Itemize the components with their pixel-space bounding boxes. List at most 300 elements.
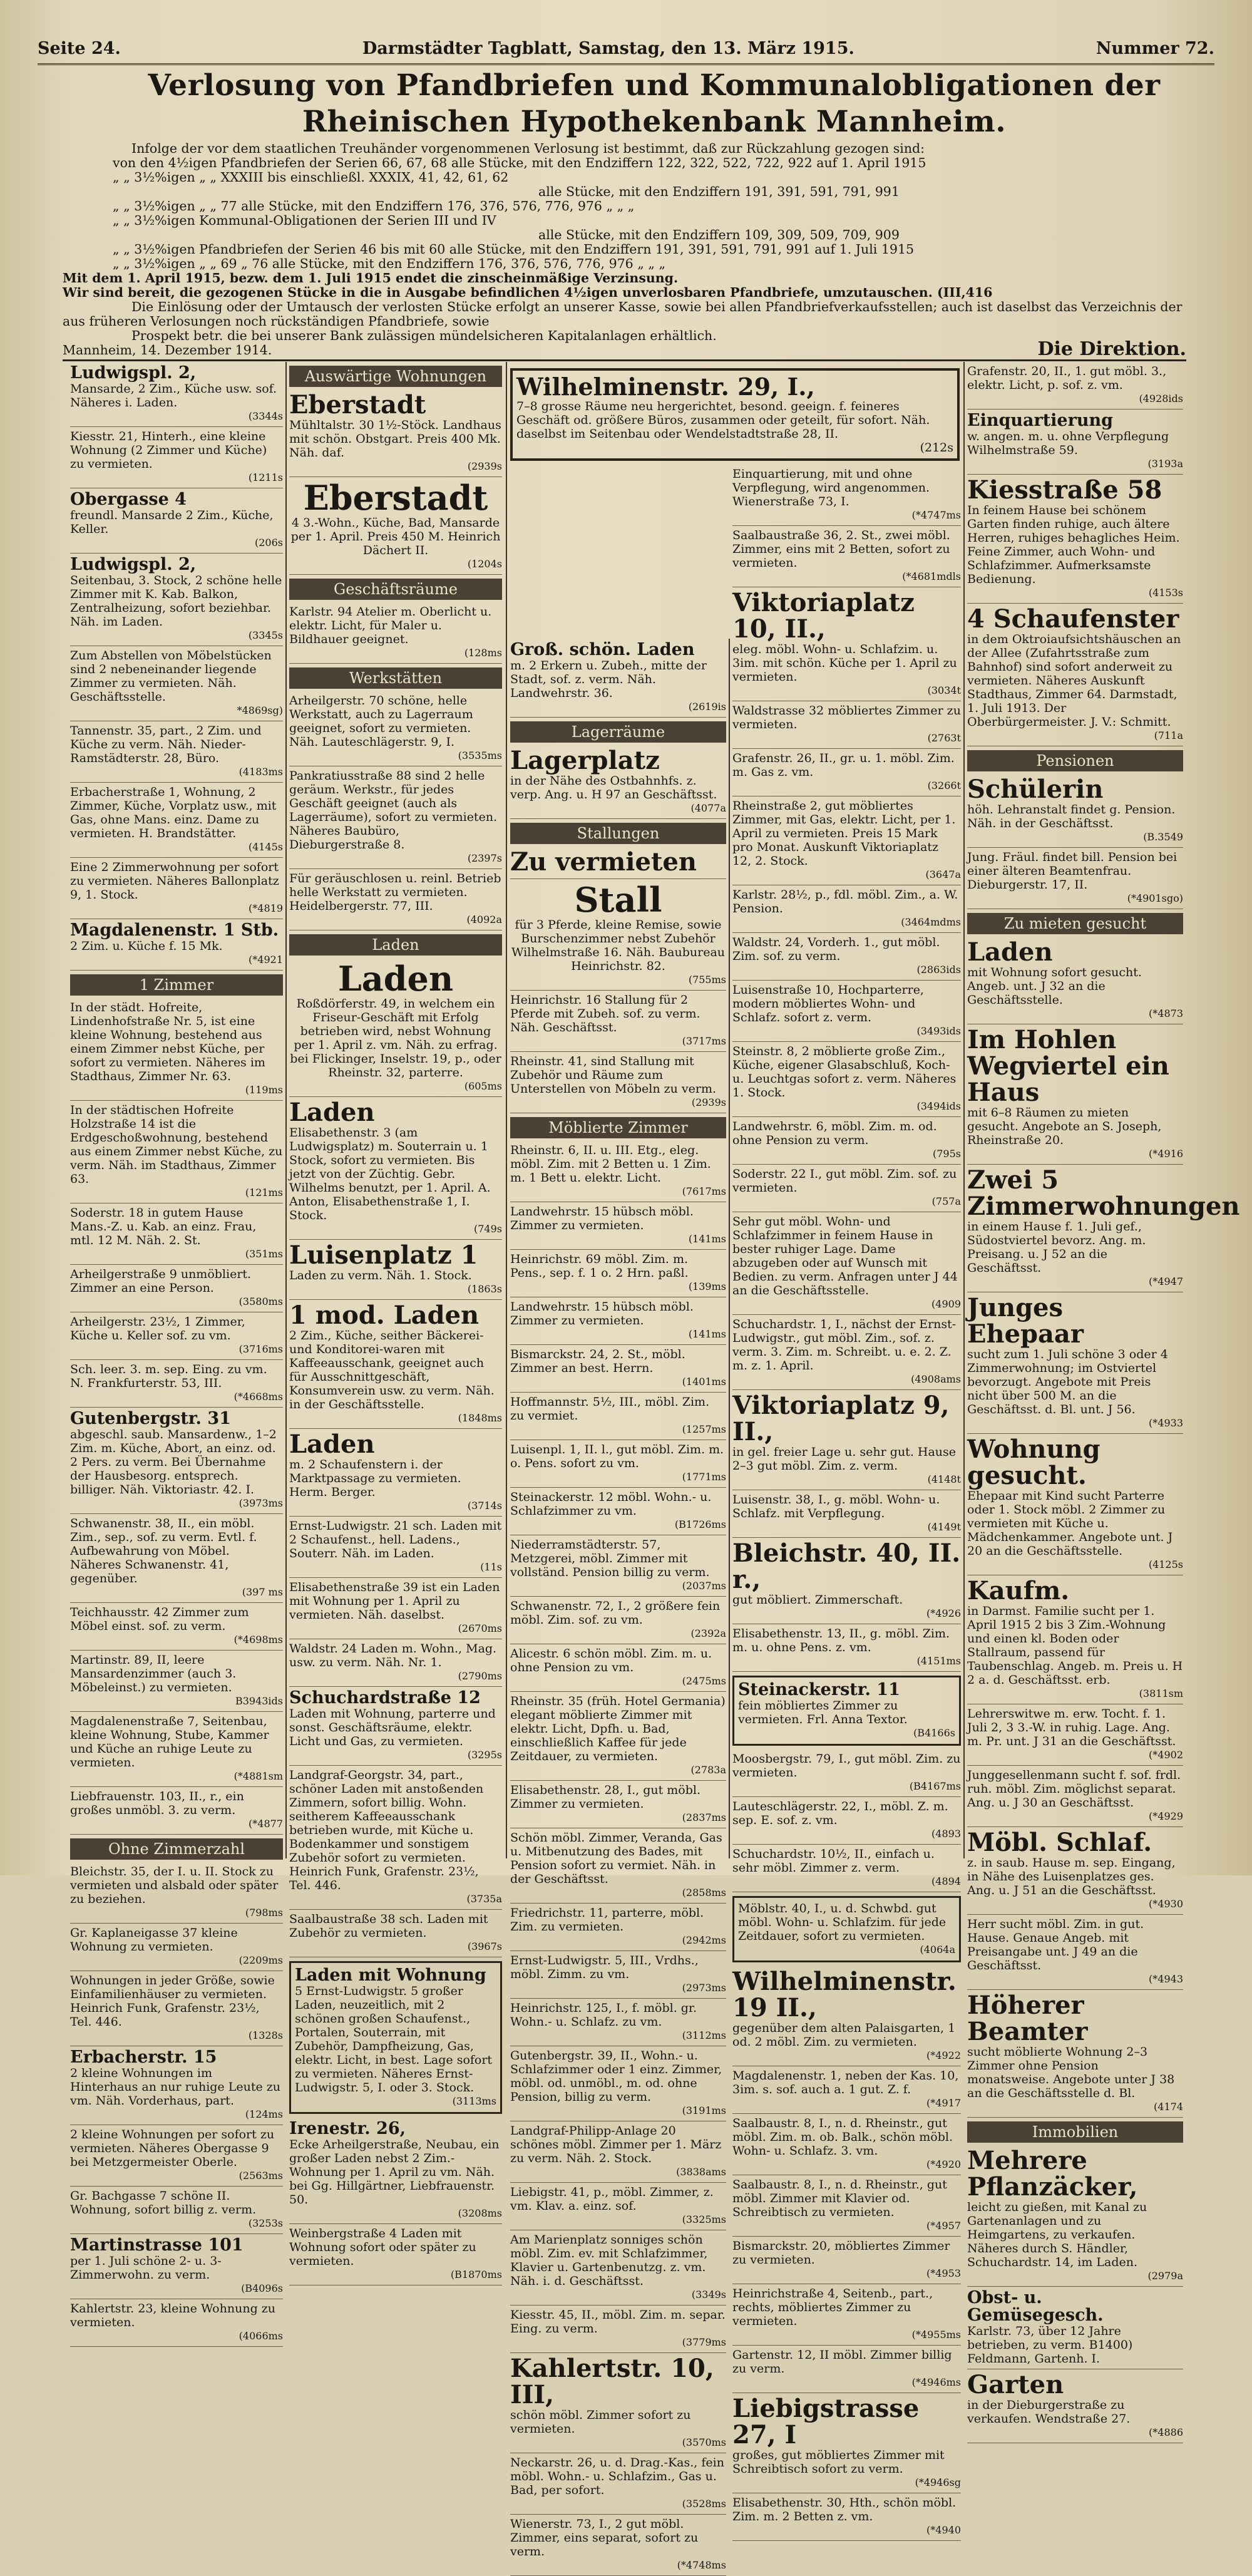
ad-text: Rheinstr. 6, II. u. III. Etg., eleg. möbl. Zim. mit 2 Betten u. 1 Zim. m. 1 Bett u. elektr. Licht. (510, 1143, 711, 1185)
ad-reference-code: (B4096s (241, 2282, 283, 2294)
classified-ad (510, 2353, 726, 2453)
classified-ad (70, 2187, 283, 2234)
ad-reference-code: (3193a (1147, 458, 1183, 470)
column-divider (506, 362, 507, 1858)
ad-text: Ernst-Ludwigstr. 21 sch. Laden mit 2 Schaufenst., hell. Ladens., Souterr. Näh. im Laden. (289, 1519, 502, 1560)
ad-reference-code: (2475ms (682, 1675, 726, 1687)
ad-headline: Stall (574, 880, 662, 920)
ad-text: Ecke Arheilgerstraße, Neubau, ein großer Laden nebst 2 Zim.-Wohnung per 1. April zu vm. Näh. bei Gg. Hillgärtner, Liebfrauenstr. 50. (289, 2138, 500, 2207)
classified-ad (967, 848, 1183, 909)
ad-text: Martinstr. 89, II, leere Mansardenzimmer (auch 3. Möbeleinst.) zu vermieten. (70, 1653, 237, 1694)
ad-headline: Laden (337, 959, 454, 999)
ad-text: Sehr gut möbl. Wohn- und Schlafzimmer in feinem Hause in bester ruhiger Lage. Dame abzugeben oder auf Wunsch mit Bedien. zu verm. Anfragen unter J 44 an die Geschäftsstelle. (732, 1215, 958, 1297)
ad-reference-code: (2763t (927, 732, 961, 744)
classified-ad (510, 2453, 726, 2515)
section-heading: Pensionen (967, 750, 1183, 771)
ad-text: in gel. freier Lage u. sehr gut. Hause 2–3 gut möbl. Zim. z. verm. (732, 1445, 957, 1473)
ad-headline: Laden (289, 1098, 375, 1127)
classified-ad (732, 1390, 961, 1490)
section-heading: Laden (289, 934, 502, 956)
ad-text: Eine 2 Zimmerwohnung per sofort zu vermieten. Näheres Ballonplatz 9, 1. Stock. (70, 860, 279, 902)
ad-text: Luisenstr. 38, I., g. möbl. Wohn- u. Schlafz. mit Verpflegung. (732, 1493, 940, 1520)
ad-text: Lehrerswitwe m. erw. Tocht. f. 1. Juli 2, 3 3.-W. in ruhig. Lage. Ang. m. Pr. unt. J 31 an die Geschäftsst. (967, 1707, 1176, 1748)
ad-reference-code: (3535ms (458, 750, 502, 761)
classified-ad (510, 1828, 726, 1904)
ad-reference-code: (2973ms (682, 1982, 726, 1994)
ad-reference-code: (1848ms (458, 1412, 502, 1424)
ad-text: Luisenpl. 1, II. l., gut möbl. Zim. m. o. Pens. sofort zu vm. (510, 1443, 724, 1470)
ad-reference-code: (124ms (245, 2108, 283, 2120)
classified-ad (967, 937, 1183, 1024)
ad-text: Gartenstr. 12, II möbl. Zimmer billig zu verm. (732, 2348, 952, 2376)
ad-reference-code: (3570ms (682, 2436, 726, 2448)
ad-reference-code: *4869sg) (237, 704, 283, 716)
classified-ad (510, 1202, 726, 1250)
section-heading: Immobilien (967, 2121, 1183, 2143)
ad-headline: Mehrere Pflanzäcker, (967, 2146, 1138, 2202)
classified-column-3b (732, 465, 961, 2536)
ad-reference-code: (4894 (931, 1875, 961, 1887)
notice-line: aus früheren Verlosungen noch rückständigen Pfandbriefe, sowie (63, 314, 490, 329)
classified-ad (732, 1315, 961, 1390)
ad-reference-code: (4908ams (911, 1373, 961, 1385)
section-heading: Stallungen (510, 823, 726, 844)
ad-reference-code: (139ms (688, 1280, 726, 1292)
classified-ad (732, 1797, 961, 1845)
ad-text: mit Wohnung sofort gesucht. Angeb. unt. J 32 an die Geschäftsstelle. (967, 966, 1142, 1007)
classified-ad (70, 1101, 283, 1203)
ad-text: Alicestr. 6 schön möbl. Zim. m. u. ohne Pension zu vm. (510, 1647, 712, 1674)
ad-reference-code: (*4698ms (233, 1634, 283, 1646)
classified-ad (732, 796, 961, 885)
classified-ad (732, 2237, 961, 2284)
ad-text: m. 2 Schaufenstern i. der Marktpassage zu vermieten. Herm. Berger. (289, 1458, 461, 1499)
ad-text: Kiesstr. 45, II., möbl. Zim. m. separ. Eing. zu verm. (510, 2308, 726, 2336)
ad-reference-code: (3295s (467, 1749, 502, 1761)
ad-text: für 3 Pferde, kleine Remise, sowie Burschenzimmer nebst Zubehör Wilhelmstraße 16. Näh. Baubureau Heinrichstr. 82. (511, 918, 726, 973)
ad-text: 2 kleine Wohnungen im Hinterhaus an nur ruhige Leute zu vm. Näh. Vorderhaus, part. (70, 2066, 280, 2108)
ad-reference-code: (798ms (245, 1907, 283, 1919)
ad-text: 4 3.-Wohn., Küche, Bad, Mansarde per 1. April. Preis 450 M. Heinrich Dächert II. (290, 516, 501, 557)
classified-ad (510, 745, 726, 819)
classified-ad (732, 2284, 961, 2346)
classified-ad (510, 1644, 726, 1692)
ad-reference-code: (4893 (931, 1828, 961, 1840)
ad-reference-code: (795s (933, 1148, 961, 1160)
ad-reference-code: (3493ids (916, 1025, 961, 1037)
classified-ad (732, 2493, 961, 2541)
ad-text: Seitenbau, 3. Stock, 2 schöne helle Zimmer mit K. Kab. Balkon, Zentralheizung, sofort beziehbar. Näh. im Laden. (70, 574, 282, 629)
classified-ad (289, 1517, 502, 1578)
classified-ad (70, 1712, 283, 1787)
ad-reference-code: (4092a (466, 914, 502, 925)
ad-text: Liebfrauenstr. 103, II., r., ein großes unmöbl. 3. zu verm. (70, 1790, 244, 1817)
ad-reference-code: (*4881sm (233, 1770, 283, 1782)
classified-ad (967, 1575, 1183, 1704)
classified-ad (510, 1250, 726, 1297)
ad-text: Elisabethenstr. 28, I., gut möbl. Zimmer zu vermieten. (510, 1783, 701, 1811)
classified-ad (70, 2046, 283, 2125)
ad-reference-code: (3113ms (452, 2095, 496, 2107)
ad-reference-code: (*4922 (926, 2049, 961, 2061)
ad-headline: Wilhelminenstr. 19 II., (732, 1967, 957, 2022)
ad-text: Luisenstraße 10, Hochparterre, modern möbliertes Wohn- und Schlafz. sofort z. verm. (732, 983, 924, 1024)
classified-ad (289, 389, 502, 477)
ad-headline: Lagerplatz (510, 746, 660, 775)
ad-reference-code: (*4681mdls (902, 570, 961, 582)
ad-text: mit 6–8 Räumen zu mieten gesucht. Angebote an S. Joseph, Rheinstraße 20. (967, 1106, 1162, 1147)
featured-ad-title: Wilhelminenstr. 29, I., (516, 373, 815, 401)
ad-reference-code: (2863ids (916, 964, 961, 976)
classified-ad (510, 2121, 726, 2183)
ad-text: In der städtischen Hofreite Holzstraße 14 ist die Erdgeschoßwohnung, bestehend aus einem Zimmer nebst Küche, zu verm. Näh. im Stadthaus, Zimmer 63. (70, 1103, 283, 1186)
ad-text: Laden zu verm. Näh. 1. Stock. (289, 1269, 472, 1282)
ad-reference-code: (B4167ms (909, 1780, 961, 1792)
section-divider (63, 359, 1186, 361)
classified-ad (732, 1212, 961, 1315)
ad-headline: Gutenbergstr. 31 (70, 1409, 231, 1428)
classified-ad (289, 1097, 502, 1240)
ad-reference-code: (*4901sgo) (1127, 892, 1183, 904)
classified-ad (732, 1490, 961, 1538)
ad-text: Landwehrstr. 6, möbl. Zim. m. od. ohne Pension zu verm. (732, 1120, 937, 1147)
classified-ad (289, 1910, 502, 1957)
classified-column-2 (289, 362, 502, 2280)
ad-text: Gutenbergstr. 39, II., Wohn.- u. Schlafzimmer oder 1 einz. Zimmer, möbl. od. unmöbl., m. od. ohne Pension, billig zu verm. (510, 2049, 722, 2104)
ad-reference-code: (*4886 (1149, 2426, 1183, 2438)
ad-reference-code: (*4929 (1149, 1810, 1183, 1822)
ad-reference-code: (*4877 (249, 1818, 283, 1830)
ad-reference-code: (4145s (248, 841, 283, 853)
section-heading: Werkstätten (289, 667, 502, 689)
classified-ad (70, 1312, 283, 1360)
classified-ad (510, 2230, 726, 2306)
ad-text: Für geräuschlosen u. reinl. Betrieb helle Werkstatt zu vermieten. Heidelbergerstr. 77, III. (289, 872, 501, 913)
classified-ad (510, 847, 726, 879)
ad-text: Karlstr. 94 Atelier m. Oberlicht u. elektr. Licht, für Maler u. Bildhauer geeignet. (289, 605, 492, 646)
ad-reference-code: (206s (255, 537, 283, 549)
ad-text: Schwanenstr. 38, II., ein möbl. Zim., sep., sof. zu verm. Evtl. f. Aufbewahrung von Möbel. Näheres Schwanenstr. 41, gegenüber. (70, 1517, 257, 1585)
classified-ad (732, 1538, 961, 1624)
ad-reference-code: (4153s (1148, 587, 1183, 599)
ad-text: Schwanenstr. 72, I., 2 größere fein möbl. Zim. sof. zu vm. (510, 1599, 721, 1627)
ad-text: Jung. Fräul. findet bill. Pension bei einer älteren Beamtenfrau. Dieburgerstr. 17, II. (967, 850, 1178, 892)
ad-reference-code: (2783a (690, 1764, 726, 1776)
ad-reference-code: (1257ms (682, 1423, 726, 1435)
ad-text: Wohnungen in jeder Größe, sowie Einfamilienhäuser zu vermieten. Heinrich Funk, Grafenstr. 23½, Tel. 446. (70, 1974, 275, 2029)
classified-ad (289, 1687, 502, 1766)
ad-reference-code: (*4747ms (911, 509, 961, 521)
ad-reference-code: (3464mdms (901, 916, 961, 928)
ad-headline: Laden (289, 1430, 375, 1459)
classified-column-4 (967, 362, 1240, 2438)
page-number: Seite 24. (38, 39, 121, 58)
ad-text: Weinbergstraße 4 Laden mit Wohnung sofort oder später zu vermieten. (289, 2227, 476, 2268)
section-heading: 1 Zimmer (70, 974, 283, 996)
ad-reference-code: (4909 (931, 1298, 961, 1310)
ad-text: Gr. Bachgasse 7 schöne II. Wohnung, sofort billig z. verm. (70, 2189, 257, 2217)
ad-headline: Obst- u. Gemüsegesch. (967, 2288, 1104, 2325)
ad-reference-code: (4174 (1154, 2101, 1183, 2113)
ad-text: Lauteschlägerstr. 22, I., möbl. Z. m. sep. E. sof. z. vm. (732, 1800, 948, 1827)
classified-ad (967, 1434, 1183, 1575)
ad-headline: Luisenplatz 1 (289, 1240, 478, 1270)
notice-line: alle Stücke, mit den Endziffern 109, 309, 509, 709, 909 (538, 227, 900, 242)
ad-reference-code: (2670ms (458, 1622, 502, 1634)
classified-ad (70, 783, 283, 858)
classified-ad (732, 885, 961, 933)
classified-ad (289, 1766, 502, 1910)
classified-ad (732, 587, 961, 701)
ad-text: Herr sucht möbl. Zim. in gut. Hause. Genaue Angeb. mit Preisangabe unt. J 49 an die Geschäftsst. (967, 1917, 1144, 1972)
ad-text: Elisabethenstraße 39 ist ein Laden mit Wohnung per 1. April zu vermieten. Näh. daselbst. (289, 1580, 500, 1622)
section-heading: Zu mieten gesucht (967, 913, 1183, 934)
ad-reference-code: (3779ms (682, 2336, 726, 2348)
ad-headline: Bleichstr. 40, II. r., (732, 1538, 961, 1594)
ad-text: großes, gut möbliertes Zimmer mit Schreibtisch sofort zu verm. (732, 2448, 945, 2476)
classified-ad (967, 362, 1183, 410)
ad-text: Laden mit Wohnung, parterre und sonst. Geschäftsräume, elektr. Licht und Gas, zu vermieten. (289, 1707, 496, 1748)
ad-text: höh. Lehranstalt findet g. Pension. Näh. in der Geschäftsst. (967, 803, 1176, 830)
ad-text: Landgraf-Georgstr. 34, part., schöner Laden mit anstoßenden Zimmern, sofort billig. Wohn. seitherem Kaffeeausschank betrieben wurde, mit Küche u. Bodenkammer und sonstigem Zubehör sofort zu vermieten. Heinrich Funk, Grafenstr. 23½, Tel. 446. (289, 1768, 484, 1892)
classified-ad (289, 1429, 502, 1517)
classified-ad (70, 554, 283, 646)
notice-line: Infolge der vor dem staatlichen Treuhänder vorgenommenen Verlosung ist bestimmt, daß zur Rückzahlung gezogen sind: (131, 141, 925, 156)
ad-reference-code: (2858ms (682, 1887, 726, 1899)
ad-reference-code: (3716ms (239, 1343, 283, 1355)
ad-reference-code: (4149t (927, 1521, 961, 1533)
ad-reference-code: (397 ms (242, 1586, 283, 1598)
ad-reference-code: (2939s (691, 1096, 726, 1108)
ad-reference-code: (*4947 (1149, 1275, 1183, 1287)
ad-reference-code: (4066ms (239, 2330, 283, 2342)
classified-ad (510, 879, 726, 991)
ad-reference-code: (B4166s (913, 1727, 955, 1739)
ad-text: Sch. leer. 3. m. sep. Eing. zu vm. N. Frankfurterstr. 53, III. (70, 1363, 267, 1390)
ad-text: in Darmst. Familie sucht per 1. April 1915 2 bis 3 Zim.-Wohnung und einen kl. Boden oder Stallraum, passend für Taubenschlag. Angeb. m. Preis u. H 2 a. d. Geschäftsst. erb. (967, 1604, 1183, 1687)
ad-reference-code: (4077a (690, 802, 726, 814)
ad-text: Neckarstr. 26, u. d. Drag.-Kas., fein möbl. Wohn.- u. Schlafzim., Gas u. Bad, per sofort. (510, 2456, 724, 2497)
classified-ad (967, 2145, 1183, 2287)
ad-text: Heinrichstraße 4, Seitenb., part., rechts, möbliertes Zimmer zu vermieten. (732, 2287, 933, 2328)
announcement-title-line-2: Rheinischen Hypothekenbank Mannheim. (302, 105, 1007, 139)
ad-reference-code: (3714s (467, 1500, 502, 1512)
classified-ad (732, 1896, 961, 1962)
ad-reference-code: (*4920 (926, 2158, 961, 2170)
ad-reference-code: (3349s (691, 2289, 726, 2300)
classified-ad (289, 1578, 502, 1639)
ad-text: Bismarckstr. 20, möbliertes Zimmer zu vermieten. (732, 2239, 950, 2267)
classified-ad (732, 933, 961, 981)
ad-text: Mühltalstr. 30 1½-Stöck. Landhaus mit schön. Obstgart. Preis 400 Mk. Näh. daf. (289, 418, 501, 460)
classified-ad (510, 1440, 726, 1488)
ad-reference-code: (*4940 (926, 2524, 961, 2536)
classified-ad (70, 488, 283, 554)
ad-text: Landgraf-Philipp-Anlage 20 schönes möbl. Zimmer per 1. März zu verm. Näh. 2. Stock. (510, 2124, 722, 2165)
ad-headline: Liebigstrasse 27, I (732, 2394, 920, 2450)
ad-headline: Groß. schön. Laden (510, 640, 695, 659)
ad-reference-code: (3967s (467, 1940, 502, 1952)
ad-text: Am Marienplatz sonniges schön möbl. Zim. ev. mit Schlafzimmer, Klavier u. Gartenbenutzg. z. vm. Näh. i. d. Geschäftsst. (510, 2233, 708, 2288)
ad-text: gut möbliert. Zimmerschaft. (732, 1593, 903, 1607)
classified-ad (732, 1676, 961, 1746)
notice-line: alle Stücke, mit den Endziffern 191, 391, 591, 791, 991 (538, 184, 900, 199)
classified-ad (967, 1915, 1183, 1990)
ad-reference-code: (4183ms (239, 766, 283, 778)
ad-text: Teichhausstr. 42 Zimmer zum Möbel einst. sof. zu verm. (70, 1605, 249, 1633)
classified-ad (732, 526, 961, 587)
classified-ad (510, 2183, 726, 2230)
notice-line: „ „ 3½%igen „ „ XXXIII bis einschließl. XXXIX, 41, 42, 61, 62 (113, 170, 509, 185)
classified-ad (70, 919, 283, 971)
ad-reference-code: (*4933 (1149, 1417, 1183, 1429)
classified-ad (732, 2393, 961, 2493)
ad-reference-code: (4148t (927, 1473, 961, 1485)
classified-ad (732, 701, 961, 749)
featured-ad-code: (212s (920, 441, 953, 455)
ad-text: Liebigstr. 41, p., möbl. Zimmer, z. vm. Klav. a. einz. sof. (510, 2185, 714, 2213)
classified-ad (510, 1692, 726, 1781)
classified-ad (967, 604, 1183, 746)
classified-ad (510, 1904, 726, 1951)
ad-reference-code: B3943ids (235, 1695, 283, 1707)
classified-ad (70, 646, 283, 721)
classified-ad (510, 2306, 726, 2353)
ad-headline: Magdalenenstr. 1 Stb. (70, 920, 279, 940)
ad-text: 5 Ernst-Ludwigstr. 5 großer Laden, neuzeitlich, mit 2 schönen großen Schaufenst., Portalen, Souterrain, mit Zubehör, Dampfheizung, Gas, elektr. Licht, in best. Lage sofort zu vermieten. Näheres Ernst-Ludwigstr. 5, I. oder 3. Stock. (295, 1984, 493, 2094)
ad-text: Steinackerstr. 12 möbl. Wohn.- u. Schlafzimmer zu vm. (510, 1490, 712, 1518)
ad-text: Karlstr. 73, über 12 Jahre betrieben, zu verm. B1400) Feldmann, Gartenh. I. (967, 2324, 1133, 2366)
notice-line: „ „ 3½%igen „ „ 77 alle Stücke, mit den Endziffern 176, 376, 576, 776, 976 „ „ „ (113, 198, 635, 214)
classified-ad (70, 1408, 283, 1514)
ad-text: Junggesellenmann sucht f. sof. frdl. ruh. möbl. Zim. möglichst separat. Ang. u. J 30 an Geschäftsst. (967, 1768, 1181, 1810)
ad-text: Grafenstr. 20, II., 1. gut möbl. 3., elektr. Licht, p. sof. z. vm. (967, 364, 1167, 392)
signature: Die Direktion. (1037, 338, 1186, 360)
ad-text: Bleichstr. 35, der I. u. II. Stock zu vermieten und alsbald oder später zu beziehen. (70, 1865, 279, 1906)
ad-text: Kiesstr. 21, Hinterh., eine kleine Wohnung (2 Zimmer und Küche) zu vermieten. (70, 430, 267, 471)
classified-ad (967, 1165, 1240, 1292)
ad-reference-code: (2790ms (458, 1670, 502, 1682)
ad-reference-code: (*4917 (926, 2097, 961, 2109)
ad-reference-code: (1204s (467, 558, 502, 570)
issue-number: Nummer 72. (1096, 39, 1214, 58)
classified-ad (289, 958, 502, 1097)
ad-text: Erbacherstraße 1, Wohnung, 2 Zimmer, Küche, Vorplatz usw., mit Gas, ohne Mans. einz. Dame zu vermieten. H. Brandstätter. (70, 785, 277, 840)
notice-line: „ „ 3½%igen Kommunal-Obligationen der Serien III und IV (113, 213, 496, 228)
ad-text: Soderstr. 22 I., gut möbl. Zim. sof. zu vermieten. (732, 1167, 957, 1195)
classified-ad (510, 1393, 726, 1440)
ad-text: sucht zum 1. Juli schöne 3 oder 4 Zimmerwohnung; im Ostviertel bevorzugt. Angebote mit Preis nicht über 500 M. an die Geschäftsst. d. Bl. unt. J 56. (967, 1347, 1168, 1416)
featured-ad-box (510, 368, 960, 461)
ad-reference-code: (4125s (1148, 1558, 1183, 1570)
classified-ad (967, 774, 1183, 848)
ad-text: Hoffmannstr. 5½, III., möbl. Zim. zu vermiet. (510, 1395, 710, 1423)
ad-text: Heinrichstr. 16 Stallung für 2 Pferde mit Zubeh. sof. zu verm. Näh. Geschäftsst. (510, 993, 700, 1034)
ad-reference-code: (*4668ms (233, 1391, 283, 1403)
ad-reference-code: (7617ms (682, 1185, 726, 1197)
ad-reference-code: (3253s (248, 2217, 283, 2229)
classified-ad (967, 2369, 1183, 2443)
notice-line: Die Einlösung oder der Umtausch der verlosten Stücke erfolgt an unserer Kasse, sowie bei allen Pfandbriefverkaufsstellen; auch ist daselbst das Verzeichnis der (131, 299, 1183, 314)
ad-text: Arheilgerstr. 70 schöne, helle Werkstatt, auch zu Lagerraum geeignet, sofort zu vermieten. Näh. Lauteschlägerstr. 9, I. (289, 694, 473, 749)
ad-headline: Wohnung gesucht. (967, 1435, 1101, 1490)
ad-reference-code: (3528ms (682, 2498, 726, 2510)
ad-headline: Einquartierung (967, 411, 1113, 430)
classified-ad (510, 1345, 726, 1393)
classified-ad (289, 477, 502, 575)
ad-text: schön möbl. Zimmer sofort zu vermieten. (510, 2408, 691, 2436)
ad-text: Heinrichstr. 125, I., f. möbl. gr. Wohn.- u. Schlafz. zu vm. (510, 2001, 697, 2029)
classified-ad (732, 1845, 961, 1892)
ad-reference-code: (3266t (927, 780, 961, 791)
ad-text: gegenüber dem alten Palaisgarten, 1 od. 2 möbl. Zim. zu vermieten. (732, 2021, 956, 2049)
ad-reference-code: (3973ms (239, 1497, 283, 1509)
ad-text: Heinrichstr. 69 möbl. Zim. m. Pens., sep. f. 1 o. 2 Hrn. paßl. (510, 1252, 689, 1280)
classified-ad (967, 475, 1183, 604)
ad-reference-code: (3208ms (458, 2207, 502, 2219)
ad-reference-code: (3735a (466, 1893, 502, 1905)
classified-ad (510, 1597, 726, 1644)
classified-ad (510, 2515, 726, 2576)
ad-reference-code: (2563ms (239, 2170, 283, 2182)
ad-text: Mansarde, 2 Zim., Küche usw. sof. Näheres i. Laden. (70, 382, 277, 410)
ad-headline: Kiesstraße 58 (967, 475, 1162, 505)
ad-headline: Eberstadt (303, 478, 488, 518)
ad-text: Elisabethenstr. 30, Hth., schön möbl. Zim. m. 2 Betten z. vm. (732, 2496, 957, 2523)
ad-reference-code: (119ms (245, 1084, 283, 1096)
ad-text: per 1. Juli schöne 2- u. 3-Zimmerwohn. zu verm. (70, 2254, 222, 2282)
classified-ad (732, 1966, 961, 2066)
ad-text: fein möbliertes Zimmer zu vermieten. Frl. Anna Textor. (738, 1699, 908, 1726)
ad-reference-code: (3811sm (1139, 1687, 1183, 1699)
ad-reference-code: (3647a (925, 868, 961, 880)
ad-text: Saalbaustraße 36, 2. St., zwei möbl. Zimmer, eins mit 2 Betten, sofort zu vermieten. (732, 528, 950, 570)
classified-ad (510, 1141, 726, 1202)
ad-reference-code: (2979a (1147, 2270, 1183, 2282)
ad-reference-code: (2037ms (682, 1580, 726, 1592)
ad-reference-code: (141ms (688, 1233, 726, 1245)
classified-ad (289, 691, 502, 766)
classified-ad (510, 1781, 726, 1828)
ad-text: Einquartierung, mit und ohne Verpflegung, wird angenommen. Wienerstraße 73, I. (732, 467, 930, 508)
ad-reference-code: (*4930 (1149, 1898, 1183, 1910)
ad-headline: Zwei 5 Zimmerwohnungen (967, 1165, 1240, 1221)
notice-line: von den 4½igen Pfandbriefen der Serien 66, 67, 68 alle Stücke, mit den Endziffern 122, 322, 522, 722, 922 auf 1. April 1915 (113, 155, 926, 170)
classified-ad (732, 749, 961, 796)
notice-line: Mannheim, 14. Dezember 1914. (63, 343, 272, 358)
ad-text: Soderstr. 18 in gutem Hause Mans.-Z. u. Kab. an einz. Frau, mtl. 12 M. Näh. 2. St. (70, 1206, 257, 1247)
ad-headline: Kaufm. (967, 1576, 1070, 1605)
ad-text: Magdalenenstr. 1, neben der Kas. 10, 3im. s. sof. auch a. 1 gut. Z. f. (732, 2069, 959, 2096)
classified-ad (732, 465, 961, 526)
classified-ad (510, 639, 726, 718)
masthead-date: Darmstädter Tagblatt, Samstag, den 13. März 1915. (362, 39, 854, 58)
ad-reference-code: (*4946ms (911, 2376, 961, 2388)
classified-ad (70, 1265, 283, 1312)
ad-reference-code: (11s (480, 1561, 502, 1573)
page-header (38, 38, 1214, 65)
ad-headline: 4 Schaufenster (967, 604, 1179, 634)
ad-text: 2 Zim. u. Küche f. 15 Mk. (70, 939, 223, 953)
ad-reference-code: (128ms (464, 647, 502, 659)
ad-text: Waldstr. 24, Vorderh. 1., gut möbl. Zim. sof. zu verm. (732, 935, 940, 963)
classified-ad (70, 1360, 283, 1408)
ad-text: Waldstrasse 32 möbliertes Zimmer zu vermieten. (732, 704, 961, 731)
ad-text: Elisabethenstr. 3 (am Ludwigsplatz) m. Souterrain u. 1 Stock, sofort zu vermieten. Bis jetzt von der Züchtig. Gebr. Wilhelms benutzt, per 1. April. A. Anton, Elisabethenstraße 1, I. Stock. (289, 1126, 491, 1222)
ad-reference-code: (755ms (688, 974, 726, 986)
classified-ad (967, 1292, 1183, 1434)
classified-ad (289, 2224, 502, 2285)
